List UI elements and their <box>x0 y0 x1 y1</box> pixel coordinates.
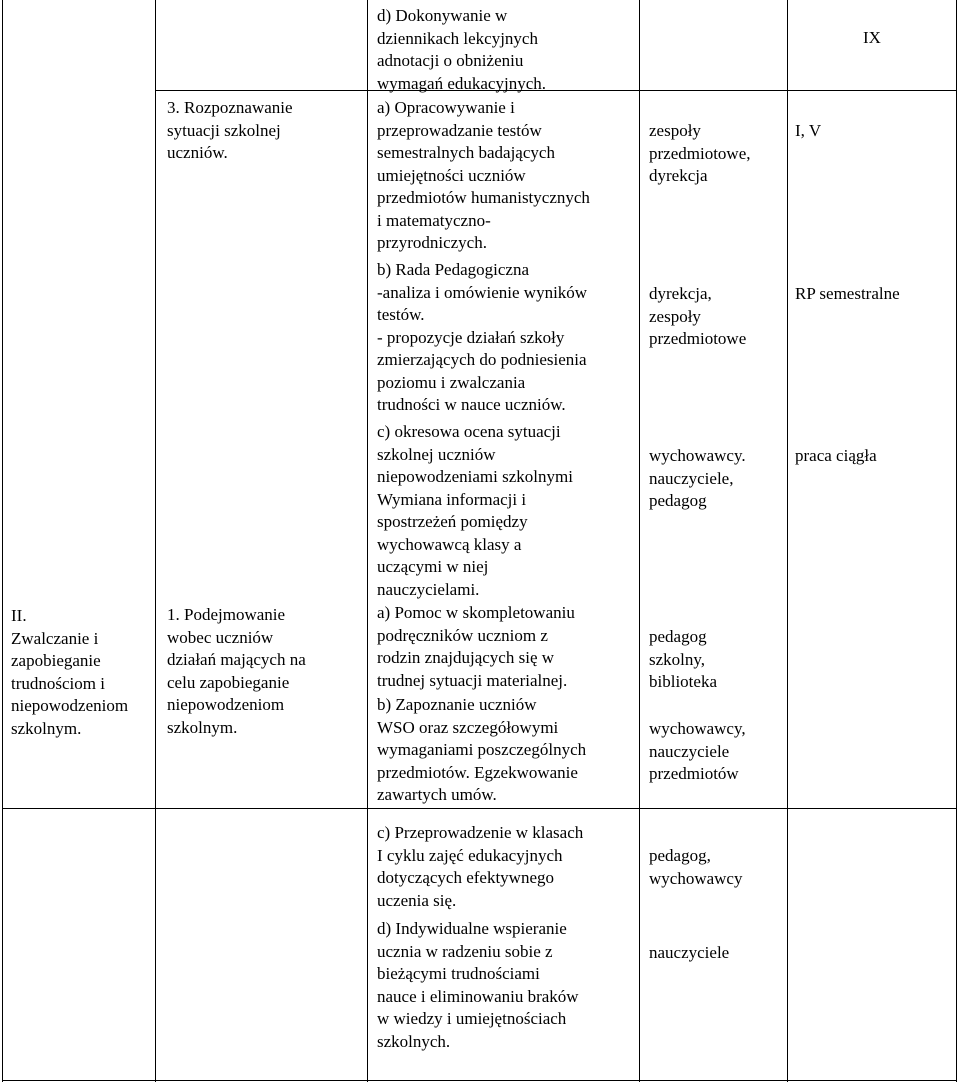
column-divider-4 <box>787 0 788 1082</box>
responsible-d2: nauczyciele <box>649 943 730 962</box>
responsible-b2: wychowawcy, nauczyciele przedmiotów <box>649 719 746 783</box>
activity-c-classes: c) Przeprowadzenie w klasach I cyklu zajęć edukacyjnych dotyczących efektywnego uczenia się. <box>377 823 584 910</box>
table-border-right <box>956 0 957 1082</box>
task-recognition: 3. Rozpoznawanie sytuacji szkolnej uczniów. <box>167 98 293 162</box>
table-border-bottom <box>2 1080 957 1081</box>
term-a1: I, V <box>795 121 822 140</box>
activity-a-textbooks: a) Pomoc w skompletowaniu podręczników uczniom z rodzin znajdujących się w trudnej sytuacji materialnej. <box>377 603 575 690</box>
activity-b-wso: b) Zapoznanie uczniów WSO oraz szczegółowymi wymaganiami poszczególnych przedmiotów. Egzekwowanie zawartych umów. <box>377 695 587 804</box>
activity-d-notes: d) Dokonywanie w dziennikach lekcyjnych adnotacji o obniżeniu wymagań edukacyjnych. <box>377 6 546 93</box>
section-title: II. Zwalczanie i zapobieganie trudnościom i niepowodzeniom szkolnym. <box>11 606 129 738</box>
activity-b-council: b) Rada Pedagogiczna -analiza i omówienie wyników testów. - propozycje działań szkoły zmierzających do podniesienia poziomu i zwalczania trudności w nauce uczniów. <box>377 260 588 414</box>
column-divider-1 <box>155 0 156 1082</box>
task-prevention: 1. Podejmowanie wobec uczniów działań mających na celu zapobieganie niepowodzeniom szkolnym. <box>167 605 306 737</box>
responsible-a1: zespoły przedmiotowe, dyrekcja <box>649 121 751 185</box>
responsible-b1: dyrekcja, zespoły przedmiotowe <box>649 284 747 348</box>
activity-c-assessment: c) okresowa ocena sytuacji szkolnej uczniów niepowodzeniami szkolnymi Wymiana informacji i spostrzeżeń pomiędzy wychowawcą klasy a uczącymi w niej nauczycielami. <box>377 422 573 599</box>
column-divider-2 <box>367 0 368 1082</box>
activity-d-support: d) Indywidualne wspieranie ucznia w radzeniu sobie z bieżącymi trudnościami nauce i eliminowaniu braków w wiedzy i umiejętnościach szkolnych. <box>377 919 579 1051</box>
row-divider-section-break <box>2 808 957 809</box>
term-b1: RP semestralne <box>795 284 900 303</box>
term-c1: praca ciągła <box>795 446 877 465</box>
responsible-a2: pedagog szkolny, biblioteka <box>649 627 717 691</box>
activity-a-tests: a) Opracowywanie i przeprowadzanie testów semestralnych badających umiejętności uczniów przedmiotów humanistycznych i matematyczno- przyrodniczych. <box>377 98 590 252</box>
column-divider-3 <box>639 0 640 1082</box>
responsible-c2: pedagog, wychowawcy <box>649 846 743 888</box>
term-top: IX <box>863 28 881 47</box>
table-border-left <box>2 0 3 1082</box>
responsible-c1: wychowawcy. nauczyciele, pedagog <box>649 446 746 510</box>
